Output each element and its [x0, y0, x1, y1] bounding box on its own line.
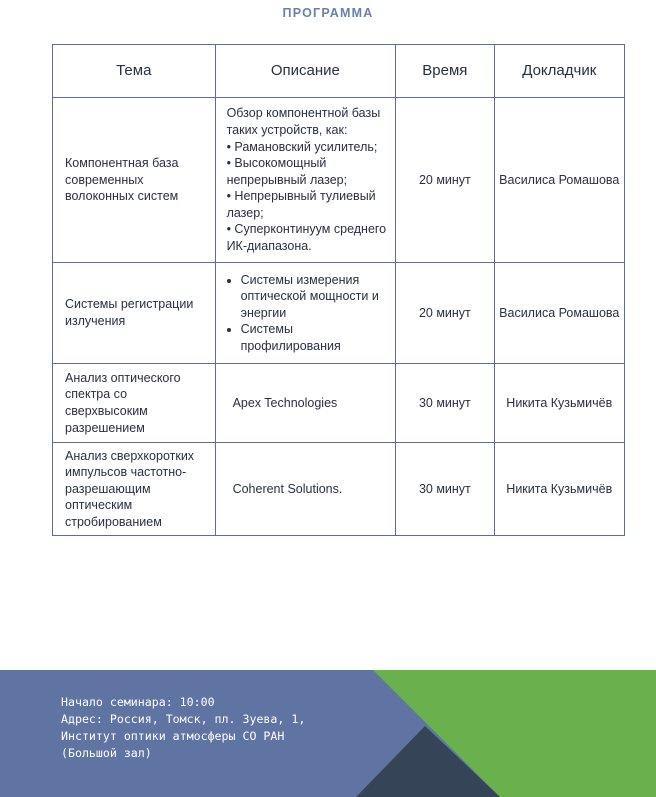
row-theme: Анализ сверхкоротких импульсов частотно-разрешающим оптическим стробированием	[53, 443, 216, 536]
row-description: Apex Technologies	[215, 364, 396, 443]
table-row	[53, 263, 625, 364]
row-speaker: Никита Кузьмичёв	[494, 443, 624, 536]
row-description	[215, 263, 396, 364]
header-speaker: Докладчик	[494, 45, 624, 98]
address-line: Адрес: Россия, Томск, пл. Зуева, 1,	[61, 712, 306, 726]
seminar-start: Начало семинара: 10:00	[61, 695, 215, 709]
row-time: 20 минут	[396, 263, 494, 364]
table-row	[53, 98, 625, 263]
row-speaker: Василиса Ромашова	[494, 263, 624, 364]
row-time: 20 минут	[396, 98, 494, 263]
description-list	[227, 139, 388, 255]
list-item: • Суперконтинуум среднего ИК-диапазона.	[226, 222, 387, 254]
list-item: • Системы измерения оптической мощности и энергии	[241, 272, 388, 322]
row-speaker: Василиса Ромашова	[494, 98, 624, 263]
description-intro: Обзор компонентной базы таких устройств, как:	[226, 106, 381, 137]
table-row	[53, 364, 625, 443]
program-table	[52, 44, 625, 536]
list-item: • Непрерывный тулиевый лазер;	[226, 189, 376, 220]
row-time: 30 минут	[396, 443, 494, 536]
list-item: • Рамановский усилитель;	[226, 139, 378, 154]
row-theme: Компонентная база современных волоконных систем	[53, 98, 216, 263]
footer-banner	[0, 670, 656, 797]
row-theme: Анализ оптического спектра со сверхвысоким разрешением	[53, 364, 216, 443]
header-time: Время	[396, 45, 494, 98]
row-time: 30 минут	[396, 364, 494, 443]
description-list	[227, 272, 388, 355]
table-header-row	[53, 45, 625, 98]
address-line: (Большой зал)	[61, 746, 152, 760]
table-row	[53, 443, 625, 536]
address-line: Институт оптики атмосферы СО РАН	[61, 729, 285, 743]
row-speaker: Никита Кузьмичёв	[494, 364, 624, 443]
footer-info	[61, 694, 305, 762]
page-title: ПРОГРАММА	[282, 6, 374, 20]
list-item: • Системы профилирования	[241, 321, 388, 354]
row-theme: Системы регистрации излучения	[53, 263, 216, 364]
row-description	[215, 98, 396, 263]
header-description: Описание	[215, 45, 396, 98]
list-item: • Высокомощный непрерывный лазер;	[226, 156, 348, 187]
row-description: Coherent Solutions.	[215, 443, 396, 536]
header-theme: Тема	[53, 45, 216, 98]
